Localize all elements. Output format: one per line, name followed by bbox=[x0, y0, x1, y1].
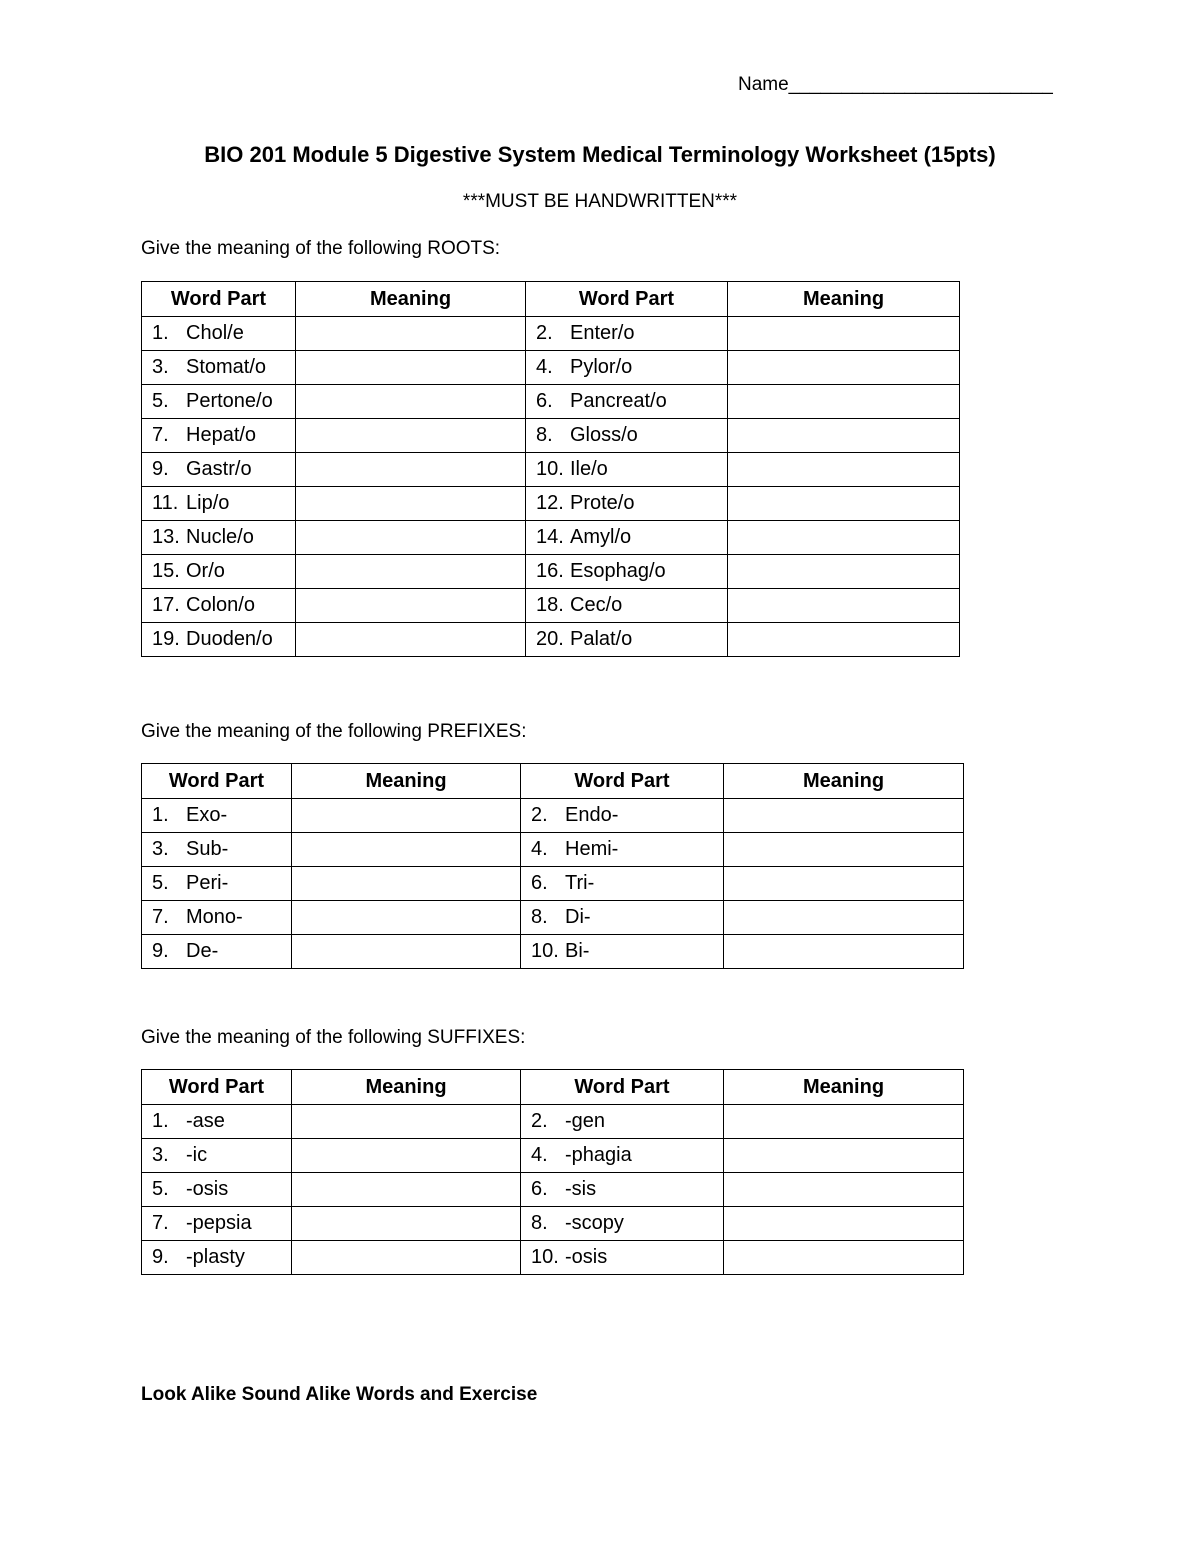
word-part-text: Chol/e bbox=[186, 322, 244, 344]
meaning-answer-cell[interactable] bbox=[724, 1105, 964, 1139]
meaning-answer-cell[interactable] bbox=[728, 521, 960, 555]
word-part-text: Endo- bbox=[565, 804, 619, 826]
word-part-text: Peri- bbox=[186, 872, 229, 894]
word-part-text: -ase bbox=[186, 1110, 225, 1132]
meaning-answer-cell[interactable] bbox=[724, 1241, 964, 1275]
item-number: 1. bbox=[152, 1110, 169, 1132]
word-part-cell bbox=[526, 419, 728, 453]
word-part-cell bbox=[526, 487, 728, 521]
meaning-answer-cell[interactable] bbox=[292, 799, 521, 833]
word-part-cell bbox=[142, 1139, 292, 1173]
item-number: 3. bbox=[152, 1144, 169, 1166]
word-part-text: -gen bbox=[565, 1110, 606, 1132]
roots-table bbox=[141, 281, 960, 657]
word-part-cell bbox=[526, 453, 728, 487]
word-part-header: Word Part bbox=[526, 282, 728, 317]
word-part-text: Duoden/o bbox=[186, 628, 273, 650]
meaning-answer-cell[interactable] bbox=[728, 317, 960, 351]
table-row bbox=[142, 453, 960, 487]
meaning-answer-cell[interactable] bbox=[296, 521, 526, 555]
item-number: 7. bbox=[152, 1212, 169, 1234]
meaning-answer-cell[interactable] bbox=[728, 589, 960, 623]
item-number: 5. bbox=[152, 1178, 169, 1200]
item-number: 1. bbox=[152, 322, 169, 344]
word-part-cell bbox=[521, 1241, 724, 1275]
item-number: 3. bbox=[152, 838, 169, 860]
meaning-answer-cell[interactable] bbox=[724, 799, 964, 833]
meaning-answer-cell[interactable] bbox=[292, 935, 521, 969]
word-part-cell bbox=[142, 1173, 292, 1207]
word-part-text: Bi- bbox=[565, 940, 590, 962]
meaning-answer-cell[interactable] bbox=[724, 833, 964, 867]
item-number: 9. bbox=[152, 458, 169, 480]
word-part-text: -osis bbox=[186, 1178, 229, 1200]
item-number: 4. bbox=[536, 356, 553, 378]
word-part-text: Hepat/o bbox=[186, 424, 257, 446]
word-part-text: Colon/o bbox=[186, 594, 255, 616]
word-part-text: Pertone/o bbox=[186, 390, 273, 412]
word-part-cell bbox=[142, 589, 296, 623]
item-number: 4. bbox=[531, 1144, 548, 1166]
table-row bbox=[142, 1241, 964, 1275]
word-part-cell bbox=[521, 1139, 724, 1173]
word-part-cell bbox=[526, 317, 728, 351]
word-part-cell bbox=[142, 833, 292, 867]
item-number: 3. bbox=[152, 356, 169, 378]
table-row bbox=[142, 589, 960, 623]
word-part-text: Tri- bbox=[565, 872, 595, 894]
meaning-answer-cell[interactable] bbox=[292, 833, 521, 867]
word-part-text: -ic bbox=[186, 1144, 208, 1166]
word-part-text: Or/o bbox=[186, 560, 225, 582]
meaning-answer-cell[interactable] bbox=[728, 555, 960, 589]
word-part-cell bbox=[142, 623, 296, 657]
item-number: 2. bbox=[531, 804, 548, 826]
word-part-text: Hemi- bbox=[565, 838, 619, 860]
word-part-text: -plasty bbox=[186, 1246, 245, 1268]
item-number: 14. bbox=[536, 526, 564, 548]
item-number: 17. bbox=[152, 594, 180, 616]
meaning-answer-cell[interactable] bbox=[724, 1139, 964, 1173]
meaning-answer-cell[interactable] bbox=[728, 623, 960, 657]
item-number: 1. bbox=[152, 804, 169, 826]
word-part-cell bbox=[142, 351, 296, 385]
item-number: 7. bbox=[152, 424, 169, 446]
word-part-cell bbox=[142, 317, 296, 351]
item-number: 8. bbox=[536, 424, 553, 446]
item-number: 20. bbox=[536, 628, 564, 650]
word-part-text: -sis bbox=[565, 1178, 597, 1200]
meaning-answer-cell[interactable] bbox=[296, 555, 526, 589]
word-part-header: Word Part bbox=[142, 282, 296, 317]
table-row bbox=[142, 317, 960, 351]
word-part-cell bbox=[142, 385, 296, 419]
word-part-cell bbox=[521, 867, 724, 901]
look-alike-heading: Look Alike Sound Alike Words and Exercise bbox=[141, 1384, 538, 1405]
word-part-text: Gloss/o bbox=[570, 424, 638, 446]
prefixes-table bbox=[141, 763, 964, 969]
table-row bbox=[142, 623, 960, 657]
meaning-answer-cell[interactable] bbox=[296, 317, 526, 351]
word-part-text: Lip/o bbox=[186, 492, 230, 514]
word-part-cell bbox=[142, 521, 296, 555]
word-part-cell bbox=[142, 799, 292, 833]
item-number: 2. bbox=[536, 322, 553, 344]
meaning-answer-cell[interactable] bbox=[292, 1173, 521, 1207]
meaning-answer-cell[interactable] bbox=[296, 453, 526, 487]
item-number: 10. bbox=[531, 940, 559, 962]
meaning-answer-cell[interactable] bbox=[724, 935, 964, 969]
prefixes-section-label: Give the meaning of the following PREFIXES: bbox=[141, 721, 527, 742]
word-part-header: Word Part bbox=[521, 1070, 724, 1105]
table-row bbox=[142, 351, 960, 385]
word-part-text: Sub- bbox=[186, 838, 229, 860]
meaning-header: Meaning bbox=[724, 1070, 964, 1105]
name-field-label: Name_________________________ bbox=[738, 74, 1053, 95]
word-part-cell bbox=[521, 901, 724, 935]
meaning-answer-cell[interactable] bbox=[724, 901, 964, 935]
item-number: 9. bbox=[152, 940, 169, 962]
item-number: 4. bbox=[531, 838, 548, 860]
word-part-text: Pancreat/o bbox=[570, 390, 667, 412]
suffixes-table bbox=[141, 1069, 964, 1275]
word-part-cell bbox=[526, 623, 728, 657]
word-part-text: Cec/o bbox=[570, 594, 623, 616]
meaning-answer-cell[interactable] bbox=[728, 351, 960, 385]
meaning-answer-cell[interactable] bbox=[728, 419, 960, 453]
table-row bbox=[142, 1139, 964, 1173]
word-part-cell bbox=[142, 419, 296, 453]
word-part-text: De- bbox=[186, 940, 219, 962]
word-part-cell bbox=[526, 521, 728, 555]
word-part-text: Di- bbox=[565, 906, 591, 928]
table-row bbox=[142, 555, 960, 589]
meaning-answer-cell[interactable] bbox=[728, 385, 960, 419]
meaning-header: Meaning bbox=[292, 1070, 521, 1105]
word-part-cell bbox=[526, 555, 728, 589]
meaning-header: Meaning bbox=[296, 282, 526, 317]
table-row bbox=[142, 385, 960, 419]
item-number: 10. bbox=[536, 458, 564, 480]
meaning-header: Meaning bbox=[292, 764, 521, 799]
table-row bbox=[142, 833, 964, 867]
word-part-header: Word Part bbox=[142, 764, 292, 799]
word-part-cell bbox=[142, 1105, 292, 1139]
worksheet-title: BIO 201 Module 5 Digestive System Medical Terminology Worksheet (15pts) bbox=[204, 142, 996, 167]
meaning-answer-cell[interactable] bbox=[296, 623, 526, 657]
meaning-answer-cell[interactable] bbox=[724, 867, 964, 901]
word-part-cell bbox=[142, 901, 292, 935]
item-number: 6. bbox=[536, 390, 553, 412]
table-row bbox=[142, 799, 964, 833]
word-part-text: Palat/o bbox=[570, 628, 633, 650]
meaning-answer-cell[interactable] bbox=[296, 351, 526, 385]
item-number: 8. bbox=[531, 906, 548, 928]
word-part-text: Stomat/o bbox=[186, 356, 267, 378]
word-part-cell bbox=[521, 935, 724, 969]
word-part-cell bbox=[142, 1241, 292, 1275]
word-part-text: -osis bbox=[565, 1246, 608, 1268]
roots-section-label: Give the meaning of the following ROOTS: bbox=[141, 238, 501, 259]
word-part-text: -phagia bbox=[565, 1144, 632, 1166]
item-number: 10. bbox=[531, 1246, 559, 1268]
word-part-cell bbox=[521, 799, 724, 833]
word-part-text: Gastr/o bbox=[186, 458, 252, 480]
word-part-header: Word Part bbox=[142, 1070, 292, 1105]
meaning-answer-cell[interactable] bbox=[728, 487, 960, 521]
item-number: 16. bbox=[536, 560, 564, 582]
meaning-answer-cell[interactable] bbox=[292, 1241, 521, 1275]
word-part-text: -scopy bbox=[565, 1212, 624, 1234]
word-part-header: Word Part bbox=[521, 764, 724, 799]
word-part-text: Prote/o bbox=[570, 492, 635, 514]
table-row bbox=[142, 901, 964, 935]
word-part-text: Pylor/o bbox=[570, 356, 633, 378]
item-number: 2. bbox=[531, 1110, 548, 1132]
word-part-cell bbox=[521, 833, 724, 867]
table-row bbox=[142, 1173, 964, 1207]
meaning-header: Meaning bbox=[728, 282, 960, 317]
table-row bbox=[142, 419, 960, 453]
word-part-text: Mono- bbox=[186, 906, 243, 928]
word-part-text: Amyl/o bbox=[570, 526, 632, 548]
meaning-answer-cell[interactable] bbox=[296, 385, 526, 419]
meaning-answer-cell[interactable] bbox=[292, 901, 521, 935]
word-part-cell bbox=[142, 487, 296, 521]
word-part-text: -pepsia bbox=[186, 1212, 252, 1234]
word-part-cell bbox=[526, 351, 728, 385]
suffixes-section-label: Give the meaning of the following SUFFIXES: bbox=[141, 1027, 526, 1048]
item-number: 6. bbox=[531, 872, 548, 894]
item-number: 8. bbox=[531, 1212, 548, 1234]
item-number: 13. bbox=[152, 526, 180, 548]
item-number: 19. bbox=[152, 628, 180, 650]
item-number: 12. bbox=[536, 492, 564, 514]
item-number: 9. bbox=[152, 1246, 169, 1268]
word-part-cell bbox=[521, 1207, 724, 1241]
word-part-cell bbox=[142, 867, 292, 901]
meaning-answer-cell[interactable] bbox=[724, 1173, 964, 1207]
word-part-text: Esophag/o bbox=[570, 560, 666, 582]
item-number: 7. bbox=[152, 906, 169, 928]
word-part-cell bbox=[142, 1207, 292, 1241]
word-part-text: Exo- bbox=[186, 804, 228, 826]
meaning-answer-cell[interactable] bbox=[728, 453, 960, 487]
word-part-cell bbox=[521, 1173, 724, 1207]
item-number: 5. bbox=[152, 390, 169, 412]
word-part-text: Nucle/o bbox=[186, 526, 254, 548]
word-part-cell bbox=[142, 555, 296, 589]
meaning-answer-cell[interactable] bbox=[292, 1105, 521, 1139]
word-part-cell bbox=[521, 1105, 724, 1139]
item-number: 6. bbox=[531, 1178, 548, 1200]
meaning-header: Meaning bbox=[724, 764, 964, 799]
word-part-text: Enter/o bbox=[570, 322, 635, 344]
item-number: 11. bbox=[152, 492, 179, 514]
word-part-cell bbox=[142, 453, 296, 487]
table-row bbox=[142, 521, 960, 555]
item-number: 15. bbox=[152, 560, 180, 582]
meaning-answer-cell[interactable] bbox=[292, 867, 521, 901]
meaning-answer-cell[interactable] bbox=[292, 1207, 521, 1241]
word-part-text: Ile/o bbox=[570, 458, 608, 480]
meaning-answer-cell[interactable] bbox=[296, 487, 526, 521]
word-part-cell bbox=[526, 385, 728, 419]
item-number: 5. bbox=[152, 872, 169, 894]
meaning-answer-cell[interactable] bbox=[292, 1139, 521, 1173]
word-part-cell bbox=[526, 589, 728, 623]
table-row bbox=[142, 1105, 964, 1139]
handwritten-notice: ***MUST BE HANDWRITTEN*** bbox=[462, 191, 738, 212]
table-row bbox=[142, 935, 964, 969]
table-row bbox=[142, 487, 960, 521]
meaning-answer-cell[interactable] bbox=[296, 419, 526, 453]
meaning-answer-cell[interactable] bbox=[296, 589, 526, 623]
meaning-answer-cell[interactable] bbox=[724, 1207, 964, 1241]
item-number: 18. bbox=[536, 594, 564, 616]
table-row bbox=[142, 867, 964, 901]
table-row bbox=[142, 1207, 964, 1241]
word-part-cell bbox=[142, 935, 292, 969]
